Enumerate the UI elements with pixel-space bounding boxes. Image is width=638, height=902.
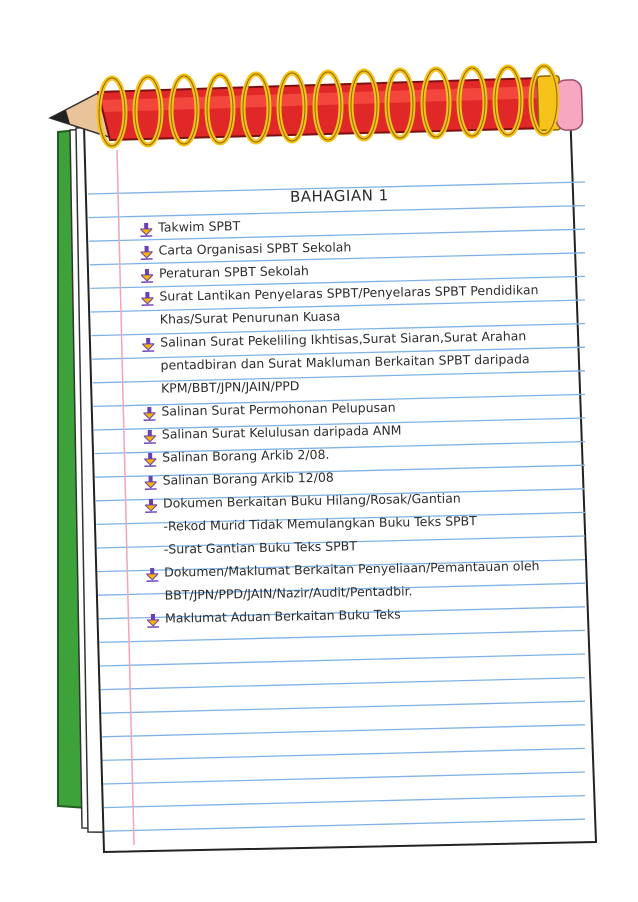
down-arrow-bullet-icon bbox=[147, 612, 159, 626]
down-arrow-bullet-icon bbox=[146, 566, 158, 580]
down-arrow-bullet-icon bbox=[141, 267, 153, 281]
list-item bbox=[142, 323, 573, 399]
list-item-text: -Surat Gantian Buku Teks SPBT bbox=[163, 538, 358, 557]
list-item-text: Takwim SPBT bbox=[158, 218, 241, 235]
list-item-text: Carta Organisasi SPBT Sekolah bbox=[158, 239, 352, 258]
list-item-text: -Rekod Murid Tidak Memulangkan Buku Teks SPBT bbox=[163, 513, 477, 534]
list-item-text: Salinan Surat Kelulusan daripada ANM bbox=[161, 422, 402, 442]
list-item-text: Dokumen/Maklumat Berkaitan Penyeliaan/Pemantauan oleh bbox=[164, 558, 540, 580]
list-item-text: pentadbiran dan Surat Makluman Berkaitan SPBT daripada bbox=[160, 351, 530, 373]
list-item bbox=[141, 277, 572, 330]
list-item-text: Peraturan SPBT Sekolah bbox=[158, 263, 309, 281]
down-arrow-bullet-icon bbox=[140, 244, 152, 258]
list-item-text: Salinan Surat Pekeliling Ikhtisas,Surat Siaran,Surat Arahan bbox=[160, 328, 527, 350]
down-arrow-bullet-icon bbox=[143, 405, 155, 419]
list-item-text: Maklumat Aduan Berkaitan Buku Teks bbox=[164, 606, 401, 626]
down-arrow-bullet-icon bbox=[144, 428, 156, 442]
down-arrow-bullet-icon bbox=[141, 290, 153, 304]
down-arrow-bullet-icon bbox=[144, 451, 156, 465]
down-arrow-bullet-icon bbox=[140, 221, 152, 235]
list-item bbox=[145, 484, 576, 560]
checklist bbox=[140, 208, 577, 629]
list-item-text: Surat Lantikan Penyelaras SPBT/Penyelaras SPBT Pendidikan bbox=[159, 282, 539, 304]
list-item-text: BBT/JPN/PPD/JAIN/Nazir/Audit/Pentadbir. bbox=[164, 583, 413, 603]
down-arrow-bullet-icon bbox=[145, 497, 157, 511]
list-item-text: Salinan Borang Arkib 12/08 bbox=[162, 469, 334, 488]
down-arrow-bullet-icon bbox=[142, 336, 154, 350]
down-arrow-bullet-icon bbox=[145, 474, 157, 488]
list-item bbox=[146, 553, 577, 606]
page-heading: BAHAGIAN 1 bbox=[289, 186, 389, 206]
list-item-text: Khas/Surat Penurunan Kuasa bbox=[159, 308, 341, 327]
list-item-text: KPM/BBT/JPN/JAIN/PPD bbox=[160, 378, 300, 396]
list-item-text: Dokumen Berkaitan Buku Hilang/Rosak/Gantian bbox=[162, 490, 461, 511]
list-item-text: Salinan Surat Permohonan Pelupusan bbox=[161, 399, 396, 419]
list-item-text: Salinan Borang Arkib 2/08. bbox=[162, 446, 330, 465]
